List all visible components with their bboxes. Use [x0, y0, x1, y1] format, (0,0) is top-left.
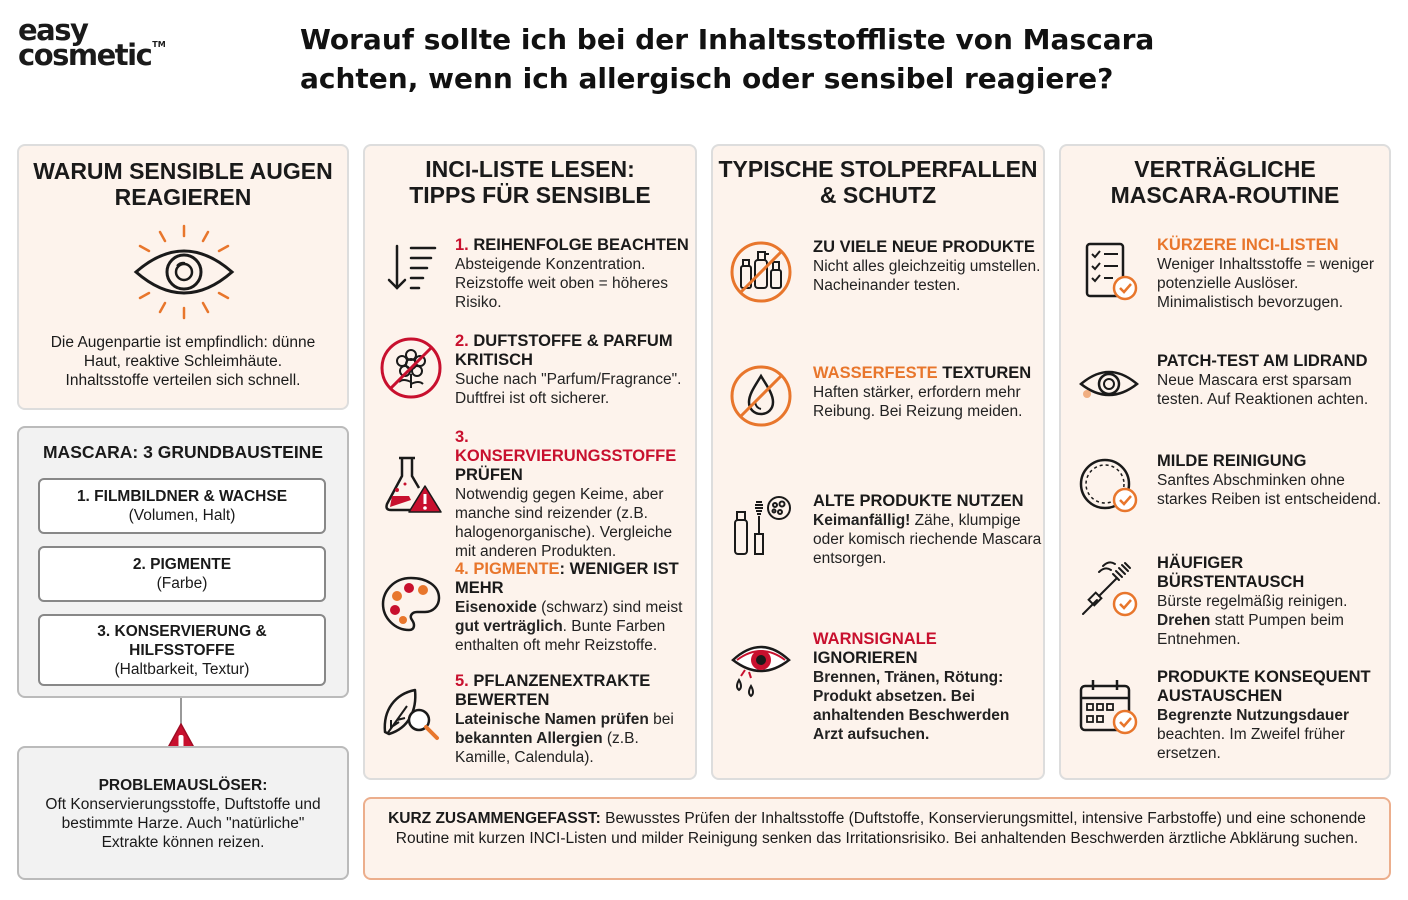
item-body-bold: Lateinische Namen prüfen	[455, 711, 649, 728]
problem-text: Oft Konservierungsstoffe, Duftstoffe und bestimmte Harze. Auch "natürliche" Extrakte können reizen.	[45, 796, 321, 851]
item-heading: ZU VIELE NEUE PRODUKTE	[813, 238, 1035, 256]
item-heading-highlight: WARNSIGNALE	[813, 630, 937, 648]
component-detail: (Haltbarkeit, Textur)	[114, 660, 250, 678]
item-heading: DUFTSTOFFE & PARFUM KRITISCH	[455, 332, 673, 369]
sort-descending-icon	[379, 236, 443, 300]
item-body-text: bei	[648, 711, 674, 728]
component-name: 1. FILMBILDNER & WACHSE	[76, 488, 288, 505]
problem-title: PROBLEMAUSLÖSER:	[98, 777, 268, 794]
sensitive-eye-icon	[124, 222, 244, 322]
component-detail: (Volumen, Halt)	[128, 507, 236, 524]
old-mascara-icon	[729, 494, 793, 558]
item-number: 2.	[455, 332, 469, 350]
checklist-icon	[1077, 240, 1141, 304]
page-title: Worauf sollte ich bei der Inhaltsstoffliste von Mascara achten, wenn ich allergisch oder sensibel reagiere?	[300, 23, 1155, 95]
mascara-panel	[17, 426, 349, 698]
inci-column	[363, 144, 697, 780]
inci-title-line1: INCI-LISTE LESEN:	[425, 156, 635, 182]
item-body: Haften stärker, erfordern mehr Reibung. Bei Reizung meiden.	[813, 384, 1023, 420]
palette-icon	[379, 572, 443, 636]
item-heading-highlight: KONSERVIERUNGSSTOFFE	[455, 447, 677, 465]
component-box	[38, 478, 326, 534]
item-heading-rest: TEXTUREN	[937, 364, 1032, 382]
brand-logo	[18, 13, 166, 72]
inci-title	[365, 156, 695, 208]
routine-title-line1: VERTRÄGLICHE	[1134, 156, 1316, 182]
item-body-bold: Begrenzte Nutzungsdauer	[1157, 707, 1350, 724]
item-body: Weniger Inhaltsstoffe = weniger potenzielle Auslöser. Minimalistisch bevorzugen.	[1157, 256, 1374, 311]
item-heading: ALTE PRODUKTE NUTZEN	[813, 492, 1024, 510]
calendar-check-icon	[1077, 676, 1141, 740]
item-body-bold: Eisenoxide	[455, 599, 537, 616]
no-fragrance-icon	[379, 336, 443, 400]
eye-patch-test-icon	[1077, 354, 1141, 418]
item-heading-highlight: PIGMENTE	[473, 560, 560, 578]
routine-title	[1061, 156, 1389, 208]
pitfalls-column	[711, 144, 1045, 780]
item-body-text: beachten. Im Zweifel früher ersetzen.	[1157, 726, 1345, 762]
item-number: 5.	[455, 672, 469, 690]
item-body-text: Bürste regelmäßig reinigen.	[1157, 593, 1348, 610]
routine-column	[1059, 144, 1391, 780]
leaf-magnifier-icon	[379, 682, 443, 746]
item-number: 1.	[455, 236, 469, 254]
item-number: 3.	[455, 428, 469, 446]
irritated-eye-icon	[729, 634, 793, 698]
summary-text: Bewusstes Prüfen der Inhaltsstoffe (Duftstoffe, Konservierungsmittel, intensive Farbstoffe) und eine schonende Routine mit kurzen INCI-Listen und milder Reinigung senken das Irritationsrisiko. Bei anhaltenden Beschwerden ärztliche Abklärung suchen.	[395, 810, 1366, 847]
routine-title-line2: MASCARA-ROUTINE	[1110, 182, 1340, 208]
why-description: Die Augenpartie ist empfindlich: dünne Haut, reaktive Schleimhäute. Inhaltsstoffe verteilen sich schnell.	[50, 334, 316, 389]
item-heading-rest: PRÜFEN	[455, 466, 523, 484]
item-heading-rest: IGNORIEREN	[813, 649, 918, 667]
item-body-bold: Keimanfällig!	[813, 512, 911, 529]
item-heading: REIHENFOLGE BEACHTEN	[473, 236, 689, 254]
item-heading-rest: : WENIGER IST MEHR	[455, 560, 679, 597]
item-body: Notwendig gegen Keime, aber manche sind reizender (z.B. halogenorganische). Vergleiche mit anderen Produkten.	[455, 486, 673, 560]
summary-box	[363, 797, 1391, 880]
item-body-text: . Bunte Farben enthalten oft mehr Reizstoffe.	[455, 618, 666, 654]
logo-line2: cosmetic	[18, 38, 152, 72]
item-heading: HÄUFIGER BÜRSTENTAUSCH	[1157, 554, 1305, 591]
item-body: Suche nach "Parfum/Fragrance". Duftfrei ist oft sicherer.	[455, 371, 682, 407]
item-number: 4.	[455, 560, 469, 578]
component-box	[38, 546, 326, 602]
problem-panel	[17, 746, 349, 880]
item-heading: PFLANZENEXTRAKTE BEWERTEN	[455, 672, 651, 709]
item-heading-highlight: WASSERFESTE	[813, 364, 938, 382]
item-body-text: (schwarz) sind meist	[536, 599, 683, 616]
pitfalls-title	[713, 156, 1043, 208]
flask-warning-icon	[379, 452, 443, 516]
component-name: 3. KONSERVIERUNG & HILFSSTOFFE	[97, 622, 267, 659]
no-waterproof-icon	[729, 364, 793, 428]
pitfalls-title-line2: & SCHUTZ	[819, 182, 937, 208]
item-heading: PATCH-TEST AM LIDRAND	[1157, 352, 1368, 370]
item-body-text: statt Pumpen beim Entnehmen.	[1157, 612, 1344, 648]
why-panel	[17, 144, 349, 410]
logo-trademark: TM	[152, 40, 166, 49]
item-body: Neue Mascara erst sparsam testen. Auf Reaktionen achten.	[1157, 372, 1369, 408]
item-heading: PRODUKTE KONSEQUENT AUSTAUSCHEN	[1157, 668, 1371, 705]
pitfalls-title-line1: TYPISCHE STOLPERFALLEN	[718, 156, 1038, 182]
item-body-bold: bekannten Allergien	[455, 730, 603, 747]
item-body: Absteigende Konzentration. Reizstoffe weit oben = höheres Risiko.	[455, 256, 668, 311]
item-body: Nicht alles gleichzeitig umstellen. Nacheinander testen.	[813, 258, 1041, 294]
component-detail: (Farbe)	[156, 575, 208, 592]
no-new-products-icon	[729, 240, 793, 304]
mascara-title: MASCARA: 3 GRUNDBAUSTEINE	[42, 442, 323, 462]
item-body-text: Zähe, klumpige oder komisch riechende Mascara entsorgen.	[813, 512, 1042, 567]
item-body-bold: Drehen	[1157, 612, 1211, 629]
logo-line1: easy	[18, 13, 88, 47]
component-box	[38, 614, 326, 686]
brush-clean-icon	[1077, 558, 1141, 622]
item-body-bold: gut verträglich	[455, 618, 563, 635]
why-title: WARUM SENSIBLE AUGEN REAGIEREN	[33, 158, 333, 210]
item-heading: MILDE REINIGUNG	[1157, 452, 1307, 470]
summary-label: KURZ ZUSAMMENGEFASST:	[388, 810, 601, 827]
item-heading: KÜRZERE INCI-LISTEN	[1157, 236, 1339, 254]
item-body-text: (z.B. Kamille, Calendula).	[455, 730, 639, 766]
inci-title-line2: TIPPS FÜR SENSIBLE	[409, 182, 651, 208]
cotton-pad-icon	[1077, 456, 1141, 520]
item-body: Brennen, Tränen, Rötung: Produkt absetzen. Bei anhaltenden Beschwerden Arzt aufsuchen.	[813, 669, 1010, 743]
component-name: 2. PIGMENTE	[132, 556, 232, 573]
item-body: Sanftes Abschminken ohne starkes Reiben ist entscheidend.	[1157, 472, 1382, 508]
